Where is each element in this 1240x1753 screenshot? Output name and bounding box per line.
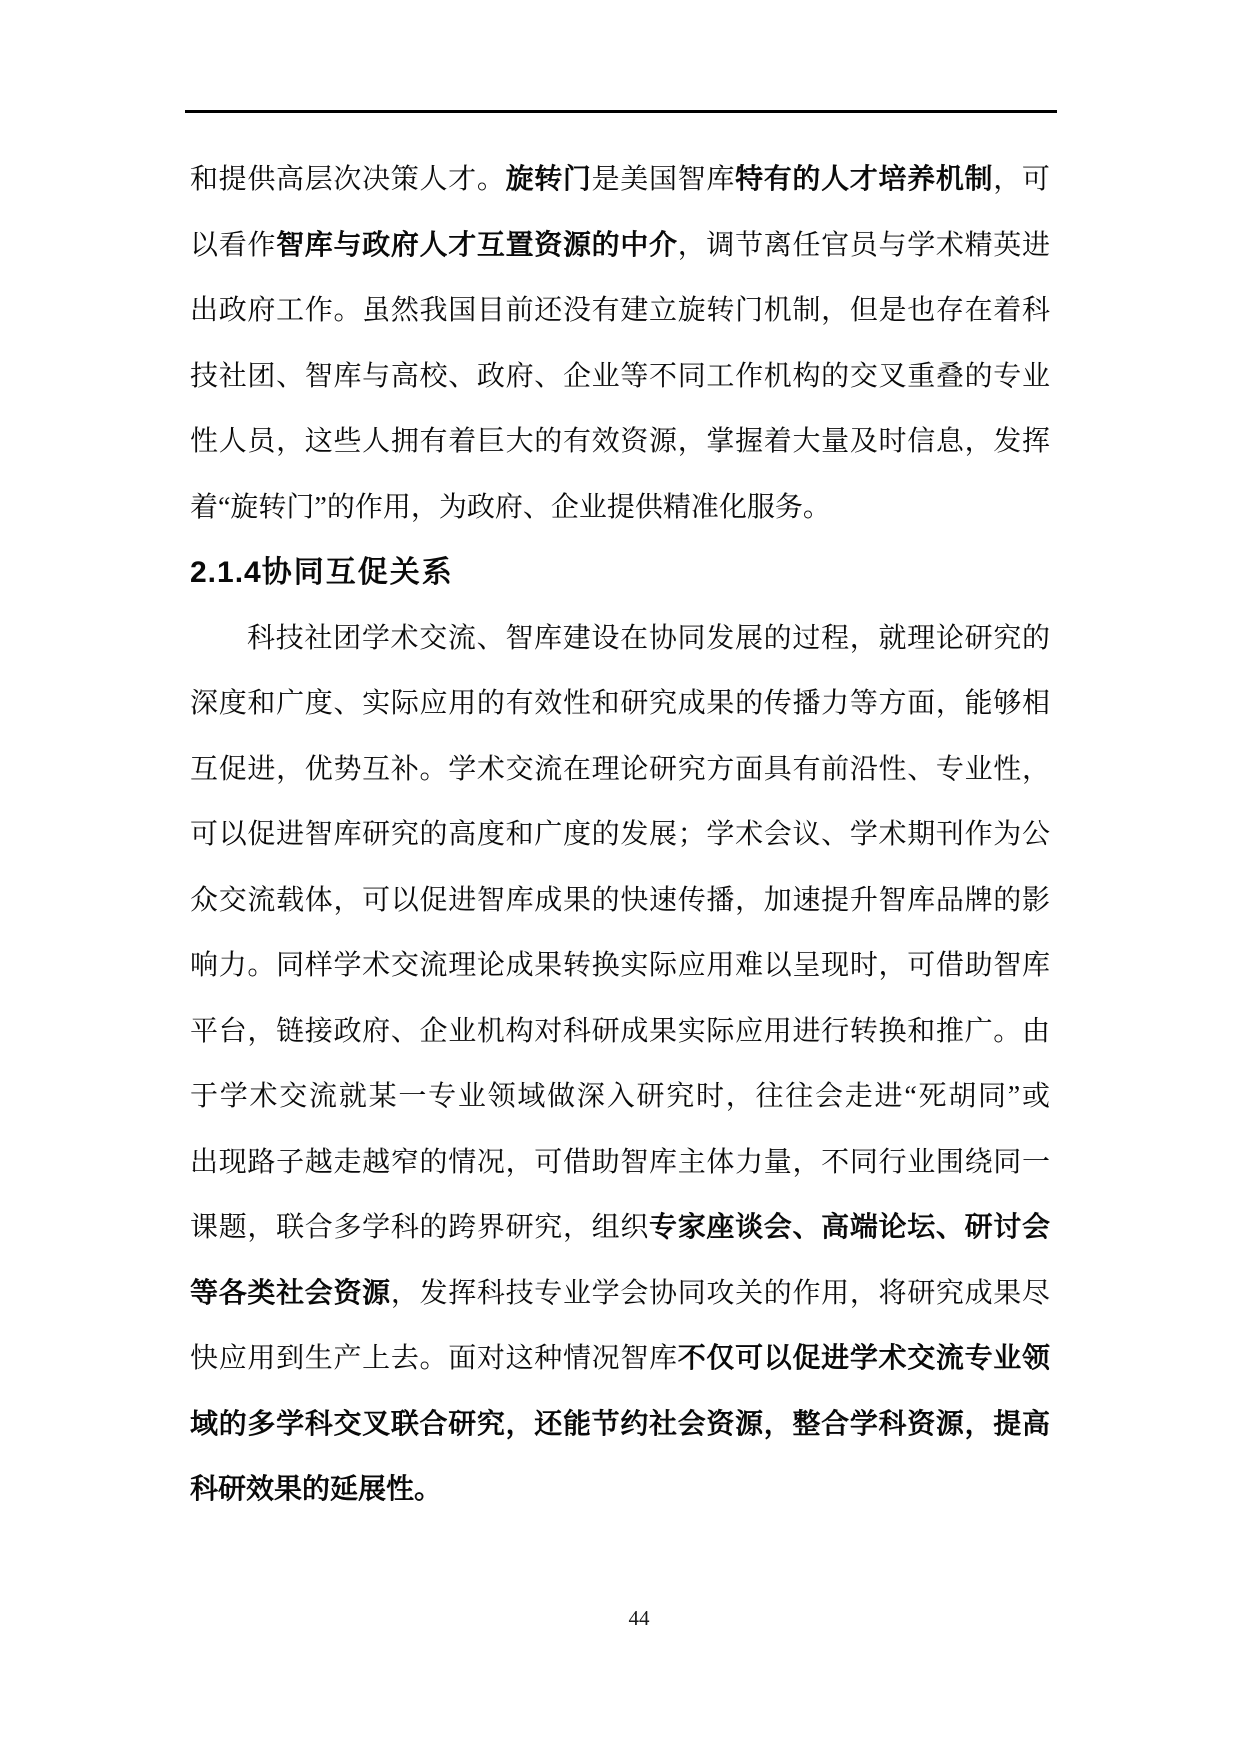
text-line bbox=[190, 802, 1050, 868]
text-segment: 于学术交流就某一专业领域做深入研究时，往往会走进“死胡同”或 bbox=[190, 1081, 1050, 1112]
text-line bbox=[190, 213, 1050, 279]
text-segment: 和提供高层次决策人才。 bbox=[190, 164, 506, 195]
text-line bbox=[190, 1064, 1050, 1130]
bold-text-segment: 特有的人才培养机制 bbox=[735, 164, 994, 195]
text-segment: 响力。同样学术交流理论成果转换实际应用难以呈现时，可借助智库 bbox=[190, 950, 1050, 981]
text-segment: 是美国智库 bbox=[591, 164, 736, 195]
text-line bbox=[190, 1130, 1050, 1196]
text-line bbox=[190, 278, 1050, 344]
text-segment: 技社团、智库与高校、政府、企业等不同工作机构的交叉重叠的专业 bbox=[190, 360, 1050, 392]
text-segment: ，可 bbox=[993, 164, 1050, 195]
bold-text-segment: 不仅可以促进学术交流专业领 bbox=[677, 1343, 1050, 1374]
text-line bbox=[190, 737, 1050, 803]
text-segment: 众交流载体，可以促进智库成果的快速传播，加速提升智库品牌的影 bbox=[190, 884, 1050, 916]
text-line bbox=[190, 409, 1050, 475]
bold-text-segment: 等各类社会资源 bbox=[190, 1277, 391, 1309]
text-line bbox=[190, 1261, 1050, 1327]
section-heading bbox=[190, 540, 1050, 606]
header-rule bbox=[185, 110, 1057, 113]
text-segment: 快应用到生产上去。面对这种情况智库 bbox=[190, 1343, 678, 1374]
text-segment: 科技社团学术交流、智库建设在协同发展的过程，就理论研究的 bbox=[247, 622, 1050, 654]
bold-text-segment: 智库与政府人才互置资源的中介 bbox=[276, 229, 678, 261]
text-line bbox=[190, 344, 1050, 410]
text-line bbox=[190, 1392, 1050, 1458]
text-line bbox=[190, 933, 1050, 999]
text-segment: 课题，联合多学科的跨界研究，组织 bbox=[190, 1212, 650, 1243]
text-segment: 以看作 bbox=[190, 229, 277, 261]
bold-text-segment: 专家座谈会、高端论坛、研讨会 bbox=[649, 1212, 1050, 1243]
bold-text-segment: 科研效果的延展性。 bbox=[190, 1474, 443, 1505]
document-content bbox=[190, 147, 1050, 1523]
section-heading-number: 2.1.4 bbox=[190, 556, 262, 589]
text-line bbox=[190, 147, 1050, 213]
text-line bbox=[190, 868, 1050, 934]
text-segment: 出现路子越走越窄的情况，可借助智库主体力量，不同行业围绕同一 bbox=[190, 1146, 1050, 1178]
text-line bbox=[190, 475, 1050, 541]
page-number: 44 bbox=[628, 1606, 650, 1630]
text-line bbox=[190, 1457, 1050, 1523]
text-line bbox=[190, 999, 1050, 1065]
text-line bbox=[190, 671, 1050, 737]
text-segment: 性人员，这些人拥有着巨大的有效资源，掌握着大量及时信息，发挥 bbox=[190, 426, 1050, 457]
bold-text-segment: 旋转门 bbox=[505, 164, 592, 195]
text-line bbox=[190, 1326, 1050, 1392]
text-segment: 平台，链接政府、企业机构对科研成果实际应用进行转换和推广。由 bbox=[190, 1015, 1050, 1047]
text-line bbox=[190, 606, 1050, 672]
text-segment: ，发挥科技专业学会协同攻关的作用，将研究成果尽 bbox=[390, 1277, 1050, 1309]
section-heading-title: 协同互促关系 bbox=[261, 556, 454, 589]
text-segment: 深度和广度、实际应用的有效性和研究成果的传播力等方面，能够相 bbox=[190, 688, 1050, 719]
text-segment: 互促进，优势互补。学术交流在理论研究方面具有前沿性、专业性， bbox=[190, 753, 1050, 785]
bold-text-segment: 域的多学科交叉联合研究，还能节约社会资源，整合学科资源，提高 bbox=[190, 1408, 1050, 1440]
text-segment: 着“旋转门”的作用，为政府、企业提供精准化服务。 bbox=[190, 491, 831, 523]
text-segment: ，调节离任官员与学术精英进 bbox=[677, 229, 1050, 261]
text-segment: 出政府工作。虽然我国目前还没有建立旋转门机制，但是也存在着科 bbox=[190, 295, 1050, 326]
text-segment: 可以促进智库研究的高度和广度的发展；学术会议、学术期刊作为公 bbox=[190, 819, 1050, 850]
text-line bbox=[190, 1195, 1050, 1261]
